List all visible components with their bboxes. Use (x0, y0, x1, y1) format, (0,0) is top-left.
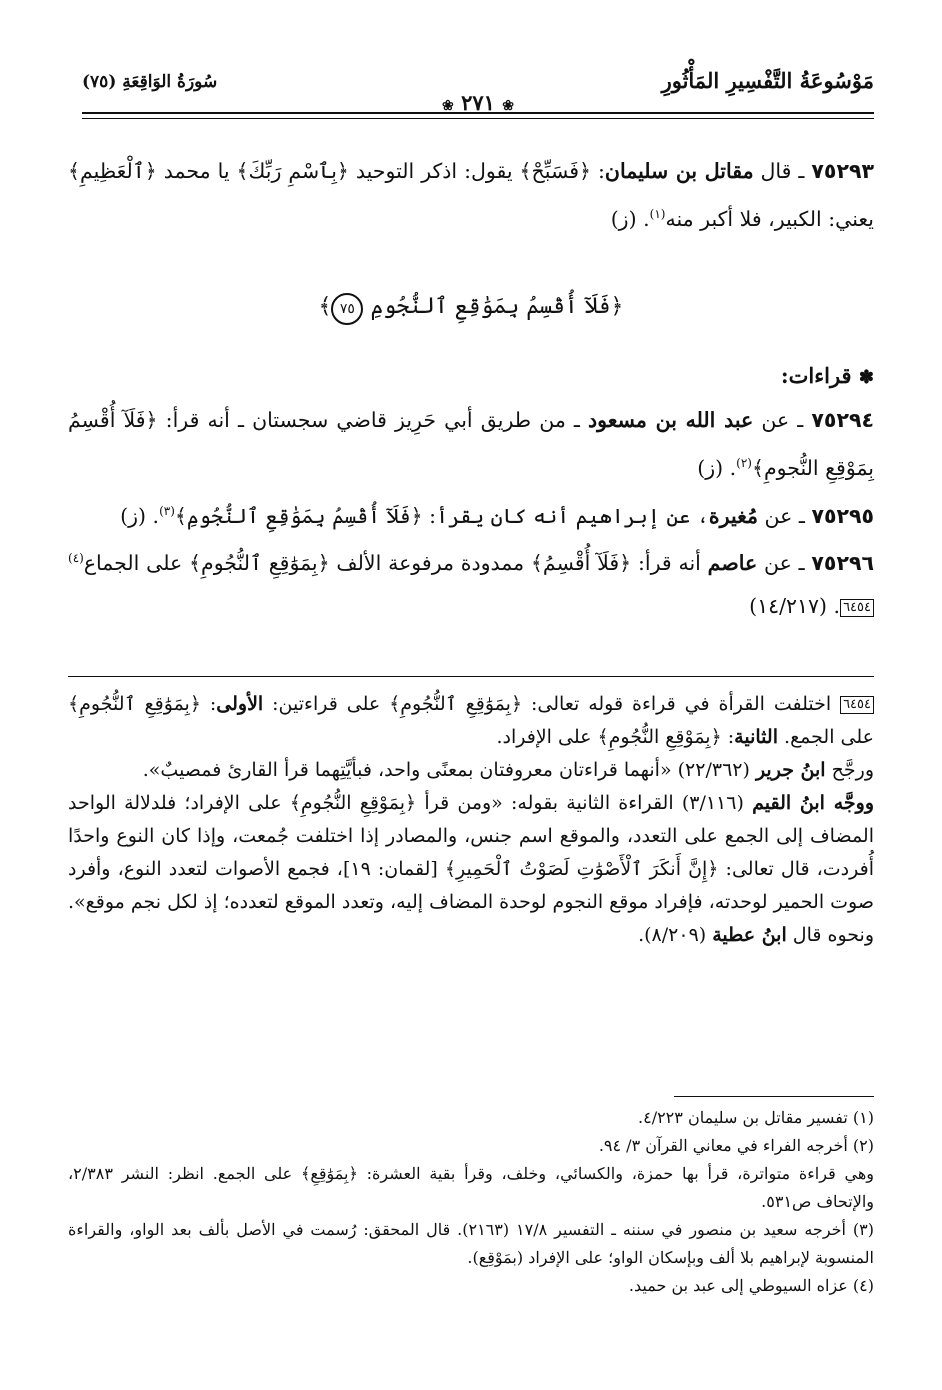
narrator-name: عاصم (707, 551, 758, 576)
section-title: قراءات: (780, 362, 852, 388)
header-rule (82, 112, 874, 114)
commentary-text: (٣/١١٦) القراءة الثانية بقوله: «ومن قرأ ﴿بِمَوْقِعِ النُّجُومِ﴾ على الإفراد؛ فلدلالة الواحد المضاف إلى الجمع على التعدد، والموقع اسم جنس، والمصادر إذا اختلفت جُمعت، وإذا كان النوع واحدًا أُفردت، قال تعالى: ﴿إِنَّ أَنكَرَ ٱلْأَصْوَٰتِ لَصَوْتُ ٱلْحَمِيرِ﴾ [لقمان: ١٩]، فجمع الأصوات لتعدد النوع، وأفرد صوت الحمير لوحدته، فإفراد موقع النجوم لوحدة المضاف إليه، وتعدد الموقع لتعدده؛ إذ لكل نجم موقع». (67, 792, 874, 913)
commentary-paragraph (68, 754, 874, 787)
footnotes (68, 1104, 874, 1300)
entry-text: ـ عن (753, 407, 804, 432)
entry-number: ٧٥٢٩٥ (811, 503, 874, 528)
page-header (82, 68, 874, 115)
entry-text: ، عن إبراهيم أنه كان يقرأ: ﴿فَلَآ أُقْسِمُ بِمَوَٰقِعِ ٱلنُّجُومِ﴾ (174, 503, 709, 528)
footnote-marker[interactable]: (٢) (736, 455, 752, 470)
narrator-name: مُغيرة (708, 503, 759, 528)
commentary-text: ورجَّح (825, 759, 874, 781)
scholar-name: ابنُ جرير (755, 759, 826, 781)
commentary-separator (68, 676, 874, 677)
footnote-rule (674, 1096, 874, 1097)
narrator-name: مقاتل بن سليمان (604, 159, 754, 183)
flower-icon: ✽ (858, 366, 874, 388)
commentary-text: : ﴿بِمَوْقِعِ النُّجُومِ﴾ على الإفراد. (496, 726, 735, 748)
narration-entry (68, 490, 874, 538)
entry-text: ـ عن (757, 551, 805, 576)
footnote-marker[interactable]: (٣) (159, 503, 175, 518)
entry-tail: . (ز) (120, 503, 160, 528)
entry-tail: . (ز) (610, 206, 650, 231)
surah-title: سُورَةُ الوَاقِعَةِ (٧٥) (82, 72, 218, 92)
footnote-marker[interactable]: (٤) (68, 551, 84, 566)
commentary-paragraph (68, 919, 874, 952)
book-title: مَوْسُوعَةُ التَّفْسِيرِ المَأْثُورِ (661, 68, 874, 93)
ornament-icon: ❀ (442, 98, 454, 114)
narration-entry (68, 150, 874, 241)
entry-text: ـ عن (758, 503, 805, 528)
footnote: (٤) عزاه السيوطي إلى عبد بن حميد. (628, 1276, 874, 1295)
quran-verse (68, 285, 874, 328)
entry-tail: . (ز) (697, 455, 737, 480)
entry-number: ٧٥٢٩٦ (811, 551, 874, 576)
commentary-lead: ووجَّه (824, 792, 874, 814)
commentary-paragraph (68, 787, 874, 919)
entry-tail: . (١٤/٢١٧) (749, 594, 841, 619)
footnote: (٢) أخرجه الفراء في معاني القرآن ٣/ ٩٤. (598, 1136, 874, 1155)
footnote-marker[interactable]: (١) (649, 207, 666, 221)
commentary-text: اختلفت القرأة في قراءة قوله تعالى: ﴿بِمَوَٰقِعِ ٱلنُّجُومِ﴾ على قراءتين: (263, 693, 841, 715)
entry-text: ـ من طريق أبي حَرِيز قاضي سجستان ـ أنه قرأ: ﴿فَلَآ أُقْسِمُ بِمَوْقِعِ النُّجومِ﴾ (68, 407, 874, 480)
verse-number: ٧٥ (331, 293, 363, 325)
commentary-text: ونحوه قال (786, 924, 874, 946)
commentary-ref-box[interactable]: ٦٤٥٤ (840, 599, 874, 617)
footnote: (٣) أخرجه سعيد بن منصور في سننه ـ التفسير ١٧/٨ (٢١٦٣). قال المحقق: رُسمت في الأصل بألف بعد الواو، والقراءة المنسوبة لإبراهيم بلا ألف وبإسكان الواو؛ على الإفراد (بمَوْقِع). (68, 1220, 875, 1267)
section-heading (68, 354, 874, 399)
footnote: (١) تفسير مقاتل بن سليمان ٤/٢٢٣. (638, 1108, 874, 1127)
commentary-text: (٢٢/٣٦٢) «أنهما قراءتان معروفتان بمعنًى واحد، فبأيَّتِهما قرأ القارئ فمصيبٌ». (142, 759, 756, 781)
commentary-paragraph (68, 688, 874, 754)
scholar-name: ابنُ عطية (712, 924, 787, 946)
footnote: وهي قراءة متواترة، قرأ بها حمزة، والكسائي، وخلف، وقرأ بقية العشرة: ﴿بِمَوَٰقِعِ﴾ على الجمع. انظر: النشر ٢/٣٨٣، والإتحاف ص٥٣١. (68, 1164, 874, 1211)
label-first: الأولى (216, 693, 264, 715)
entry-number: ٧٥٢٩٤ (811, 407, 874, 432)
main-text (68, 150, 874, 628)
entry-text: ـ قال (753, 159, 805, 183)
entry-text: أنه قرأ: ﴿فَلَآ أُقْسِمُ﴾ ممدودة مرفوعة الألف ﴿بِمَوَٰقِعِ ٱلنُّجُومِ﴾ على الجماع (83, 551, 708, 576)
ornament-icon: ❀ (502, 98, 514, 114)
commentary-block (68, 688, 874, 952)
narrator-name: عبد الله بن مسعود (588, 407, 754, 432)
commentary-text: (٨/٢٠٩). (638, 924, 713, 946)
header-rule-thin (82, 118, 874, 119)
scholar-name: ابنُ القيم (752, 792, 825, 814)
entry-text: : ﴿فَسَبِّحْ﴾ يقول: اذكر التوحيد ﴿بِٱسْمِ رَبِّكَ﴾ يا محمد ﴿ٱلْعَظِيمِ﴾ يعني: الكبير، فلا أكبر منه (68, 159, 874, 231)
commentary-ref-box: ٦٤٥٤ (840, 696, 874, 714)
page-number: ٢٧١ (461, 90, 495, 115)
label-second: الثانية (734, 726, 778, 748)
verse-text: ﴿فَلَآ أُقْسِمُ بِمَوَٰقِعِ ٱلنُّجُومِ (370, 293, 624, 319)
commentary-text: : ﴿بِمَوَٰقِعِ ٱلنُّجُومِ﴾ على الجمع. (68, 693, 874, 748)
verse-close: ﴾ (318, 293, 332, 319)
narration-entry (68, 537, 874, 628)
narration-entry (68, 399, 874, 490)
entry-number: ٧٥٢٩٣ (811, 159, 874, 183)
